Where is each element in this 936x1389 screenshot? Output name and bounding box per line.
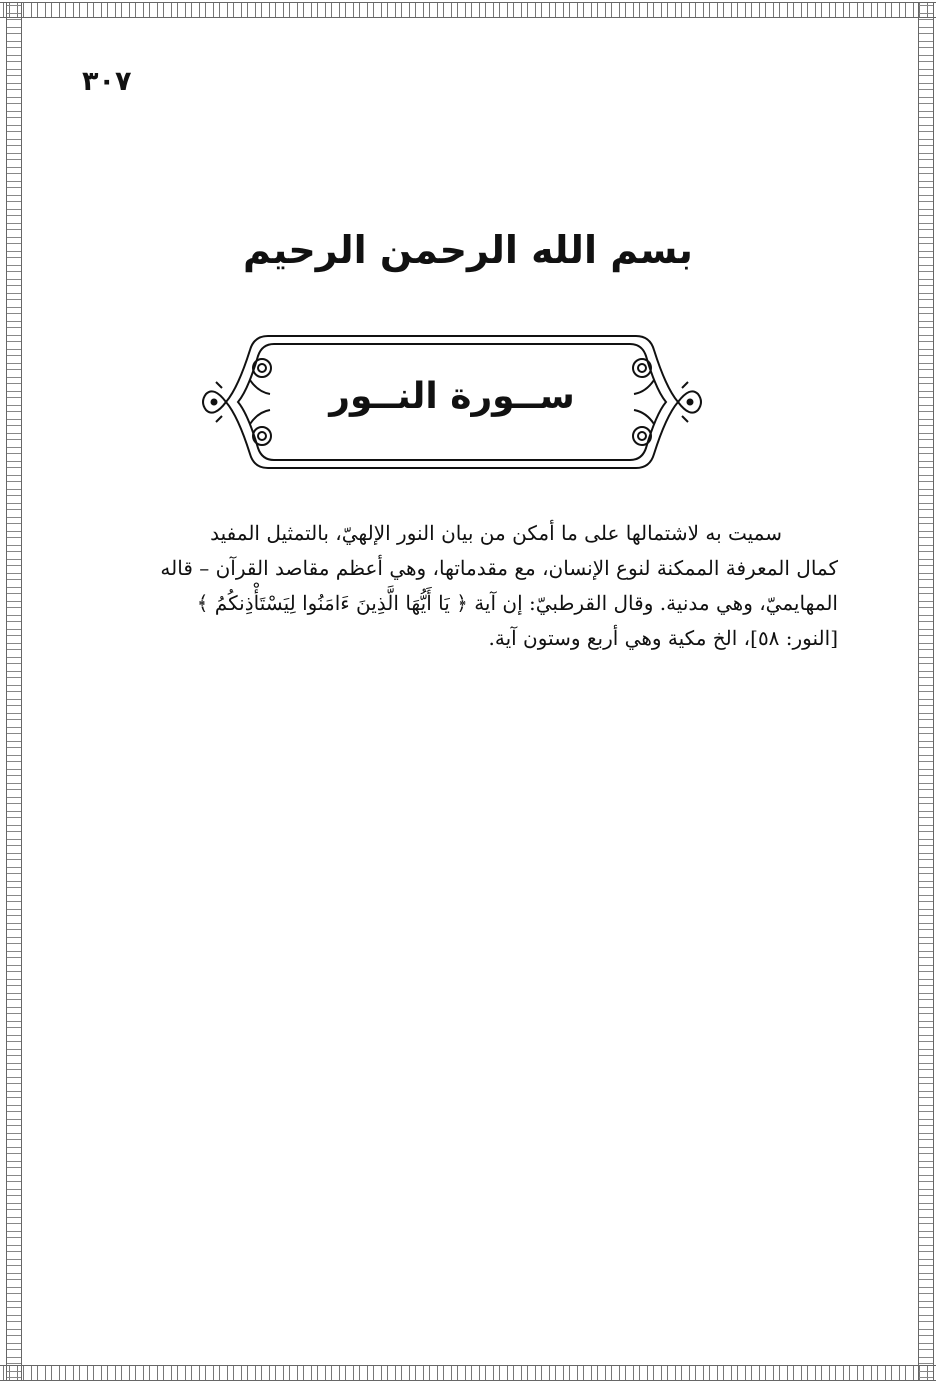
body-line: [النور: ٥٨]، الخ مكية وهي أربع وستون آية. xyxy=(488,626,838,650)
body-line xyxy=(82,516,838,551)
body-line: كمال المعرفة الممكنة لنوع الإنسان، مع مقدماتها، وهي أعظم مقاصد القرآن – قاله xyxy=(160,556,838,580)
page-border-bottom xyxy=(0,1365,936,1381)
surah-title: ســورة النــور xyxy=(329,376,575,417)
page-border-right xyxy=(918,2,934,1381)
body-line-text: سميت به لاشتمالها على ما أمكن من بيان النور الإلهيّ، بالتمثيل المفيد xyxy=(210,521,782,545)
page-number: ٣٠٧ xyxy=(82,66,132,97)
surah-title-cartouche xyxy=(198,328,706,476)
surah-introduction xyxy=(82,516,838,656)
body-line: المهايميّ، وهي مدنية. وقال القرطبيّ: إن آية ﴿ يَا أَيُّهَا الَّذِينَ ءَامَنُوا لِيَسْتَأْذِنكُمُ ﴾ xyxy=(196,591,838,615)
page-border-left xyxy=(6,2,22,1381)
page-border-top xyxy=(0,2,936,18)
basmala-heading: بسم الله الرحمن الرحيم xyxy=(243,228,693,272)
